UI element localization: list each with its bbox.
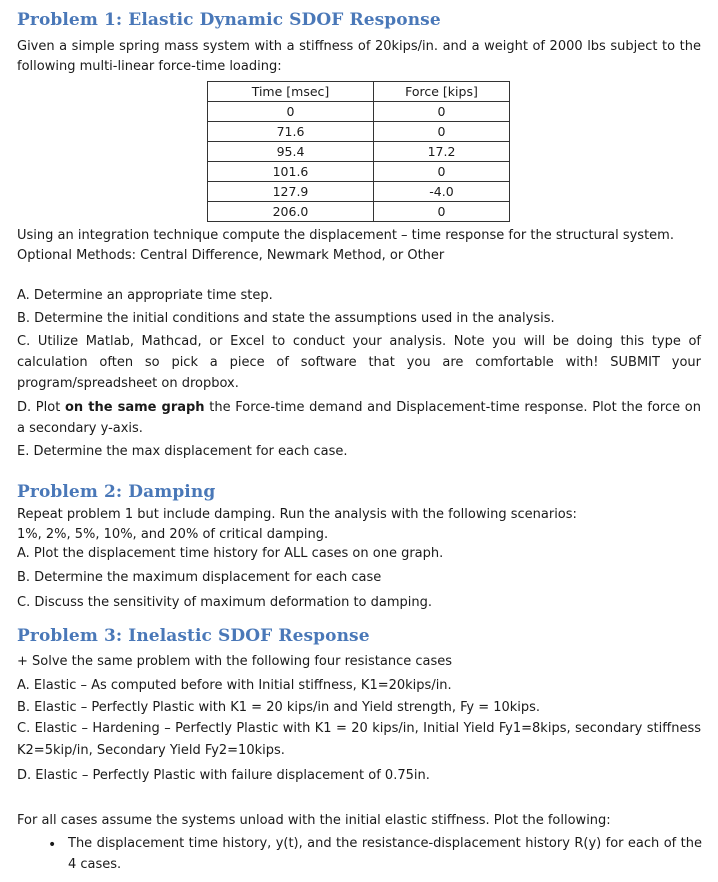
problem2-item-a: A. Plot the displacement time history for ALL cases on one graph. [17, 546, 444, 561]
table-row [208, 162, 510, 182]
problem3-bullet-item: The displacement time history, y(t), and the resistance-displacement history R(y) for each of the 4 cases. [68, 836, 702, 872]
time-cell: 206.0 [208, 202, 374, 222]
table-row [208, 182, 510, 202]
problem3-line-1: + Solve the same problem with the following four resistance cases [17, 654, 453, 669]
time-cell: 71.6 [208, 122, 374, 142]
force-cell: 0 [374, 122, 510, 142]
force-cell: 0 [374, 102, 510, 122]
method-line-1: Using an integration technique compute the displacement – time response for the structural system. [17, 228, 674, 243]
problem3-item-b: B. Elastic – Perfectly Plastic with K1 = 20 kips/in and Yield strength, Fy = 10kips. [17, 700, 541, 715]
problem3-closing: For all cases assume the systems unload with the initial elastic stiffness. Plot the following: [17, 813, 611, 828]
problem1-intro: Given a simple spring mass system with a stiffness of 20kips/in. and a weight of 2000 lbs subject to the following multi-linear force-time loading: [17, 39, 701, 74]
table-row [208, 142, 510, 162]
force-cell: 17.2 [374, 142, 510, 162]
table-header-row [208, 82, 510, 102]
problem1-item-d [17, 397, 701, 439]
time-cell: 101.6 [208, 162, 374, 182]
problem3-item-c: C. Elastic – Hardening – Perfectly Plastic with K1 = 20 kips/in, Initial Yield Fy1=8kips, secondary stiffness K2=5kip/in, Secondary Yield Fy2=10kips. [17, 721, 701, 758]
problem3-item-a: A. Elastic – As computed before with Initial stiffness, K1=20kips/in. [17, 678, 452, 693]
force-time-table [207, 81, 510, 222]
problem1-heading: Problem 1: Elastic Dynamic SDOF Response [17, 10, 441, 30]
problem1-item-c: C. Utilize Matlab, Mathcad, or Excel to conduct your analysis. Note you will be doing this type of calculation often so pick a piece of software that you are comfortable with! SUBMIT your program/spreadsheet on dropbox. [17, 334, 701, 391]
time-cell: 127.9 [208, 182, 374, 202]
problem1-item-a: A. Determine an appropriate time step. [17, 288, 273, 303]
force-cell: 0 [374, 202, 510, 222]
header-time: Time [msec] [208, 82, 374, 102]
problem2-heading: Problem 2: Damping [17, 482, 216, 502]
problem2-line-2: 1%, 2%, 5%, 10%, and 20% of critical damping. [17, 527, 329, 542]
item-d-emphasis: on the same graph [64, 400, 205, 415]
item-d-prefix: D. Plot [17, 400, 65, 415]
table-row [208, 122, 510, 142]
time-cell: 95.4 [208, 142, 374, 162]
force-cell: 0 [374, 162, 510, 182]
header-force: Force [kips] [374, 82, 510, 102]
table-row [208, 102, 510, 122]
method-line-2: Optional Methods: Central Difference, Newmark Method, or Other [17, 248, 445, 263]
problem1-item-b: B. Determine the initial conditions and state the assumptions used in the analysis. [17, 311, 555, 326]
problem2-item-c: C. Discuss the sensitivity of maximum deformation to damping. [17, 595, 433, 610]
problem2-item-b: B. Determine the maximum displacement for each case [17, 570, 382, 585]
force-cell: -4.0 [374, 182, 510, 202]
time-cell: 0 [208, 102, 374, 122]
bullet-icon: • [48, 837, 57, 853]
problem3-heading: Problem 3: Inelastic SDOF Response [17, 626, 370, 646]
item-d-suffix: the Force-time demand and Displacement-time response. Plot the force on a secondary y-axis. [17, 400, 701, 436]
problem2-line-1: Repeat problem 1 but include damping. Run the analysis with the following scenarios: [17, 507, 577, 522]
problem3-item-d: D. Elastic – Perfectly Plastic with failure displacement of 0.75in. [17, 768, 430, 783]
table-row [208, 202, 510, 222]
problem1-item-e: E. Determine the max displacement for each case. [17, 444, 348, 459]
